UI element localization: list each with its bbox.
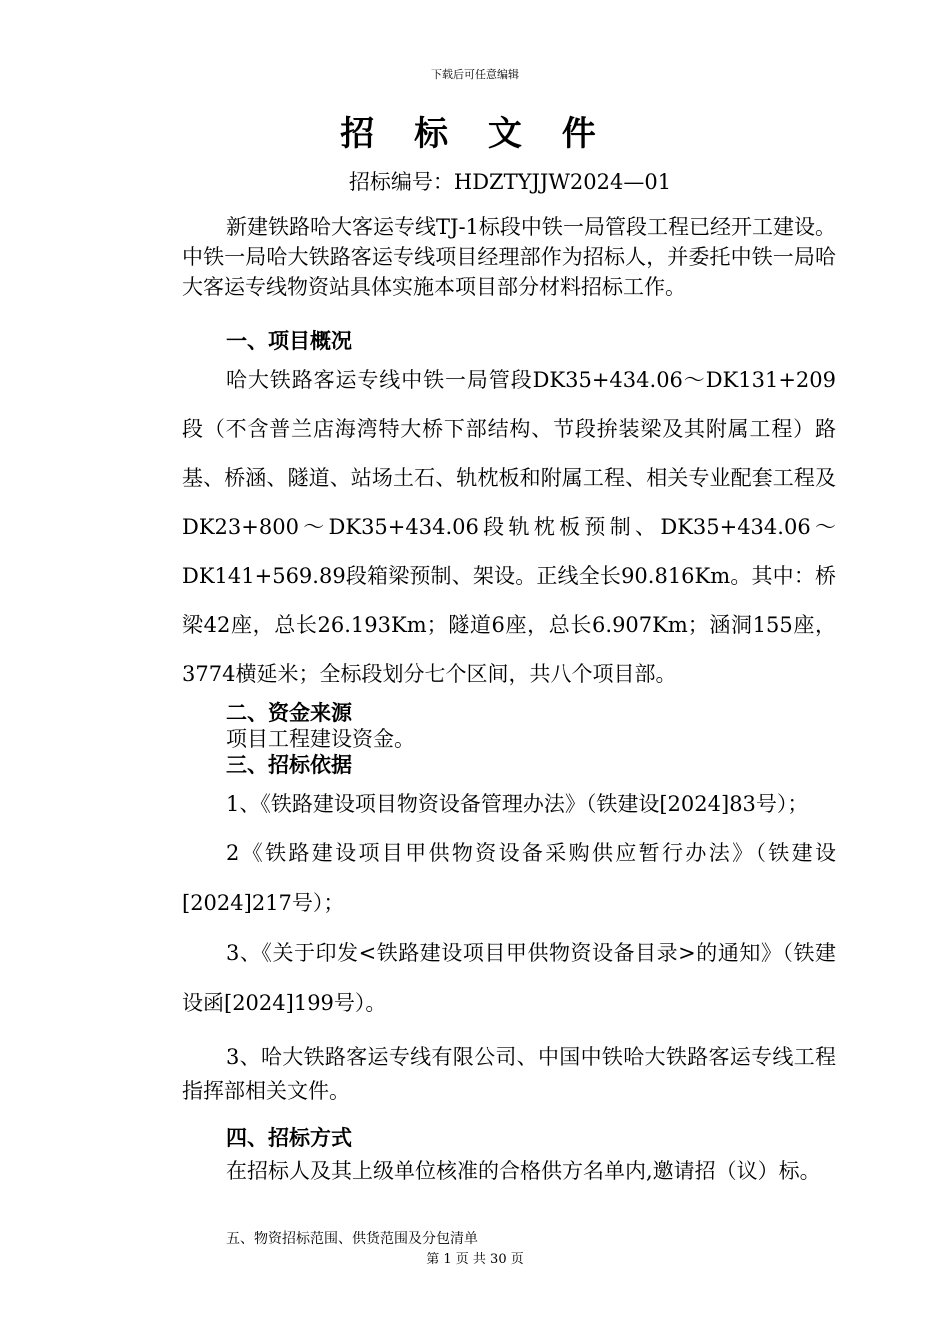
section-1-title: 一、项目概况 <box>226 329 352 353</box>
section-3-item-1: 1、《铁路建设项目物资设备管理办法》（铁建设[2024]83号）； <box>226 792 809 816</box>
section-2 <box>182 700 836 752</box>
header-note: 下载后可任意编辑 <box>431 68 519 81</box>
section-4-title: 四、招标方式 <box>226 1126 352 1150</box>
section-3-item-4: 3、哈大铁路客运专线有限公司、中国中铁哈大铁路客运专线工程指挥部相关文件。 <box>182 1045 836 1103</box>
section-5-title: 五、物资招标范围、供货范围及分包清单 <box>226 1231 478 1247</box>
section-4-body: 在招标人及其上级单位核准的合格供方名单内,邀请招（议）标。 <box>226 1159 821 1183</box>
section-3 <box>182 752 836 1108</box>
intro-paragraph <box>182 212 836 302</box>
section-2-title: 二、资金来源 <box>226 701 352 725</box>
tender-number: 招标编号：HDZTYJJW2024—01 <box>348 170 672 194</box>
section-2-body: 项目工程建设资金。 <box>226 727 415 751</box>
page-title: 招 标 文 件 <box>340 114 610 154</box>
section-3-item-3: 3、《关于印发<铁路建设项目甲供物资设备目录>的通知》（铁建设函[2024]199号）。 <box>182 941 836 1015</box>
section-1-body: 哈大铁路客运专线中铁一局管段DK35+434.06～DK131+209段（不含普兰店海湾特大桥下部结构、节段拚装梁及其附属工程）路基、桥涵、隧道、站场土石、轨枕板和附属工程、相关专业配套工程及DK23+800～DK35+434.06段轨枕板预制、DK35+434.06～DK141+569.89段箱梁预制、架设。正线全长90.816Km。其中：桥梁42座，总长26.193Km；隧道6座，总长6.907Km；涵洞155座，3774横延米；全标段划分七个区间，共八个项目部。 <box>182 368 836 686</box>
section-3-item-2: 2《铁路建设项目甲供物资设备采购供应暂行办法》（铁建设[2024]217号）； <box>182 841 836 915</box>
intro-text: 新建铁路哈大客运专线TJ-1标段中铁一局管段工程已经开工建设。中铁一局哈大铁路客运专线项目经理部作为招标人，并委托中铁一局哈大客运专线物资站具体实施本项目部分材料招标工作。 <box>182 215 836 299</box>
page-number: 第 1 页 共 30 页 <box>426 1252 524 1267</box>
section-4 <box>182 1124 836 1190</box>
section-3-title: 三、招标依据 <box>226 753 352 777</box>
section-1 <box>182 326 836 699</box>
